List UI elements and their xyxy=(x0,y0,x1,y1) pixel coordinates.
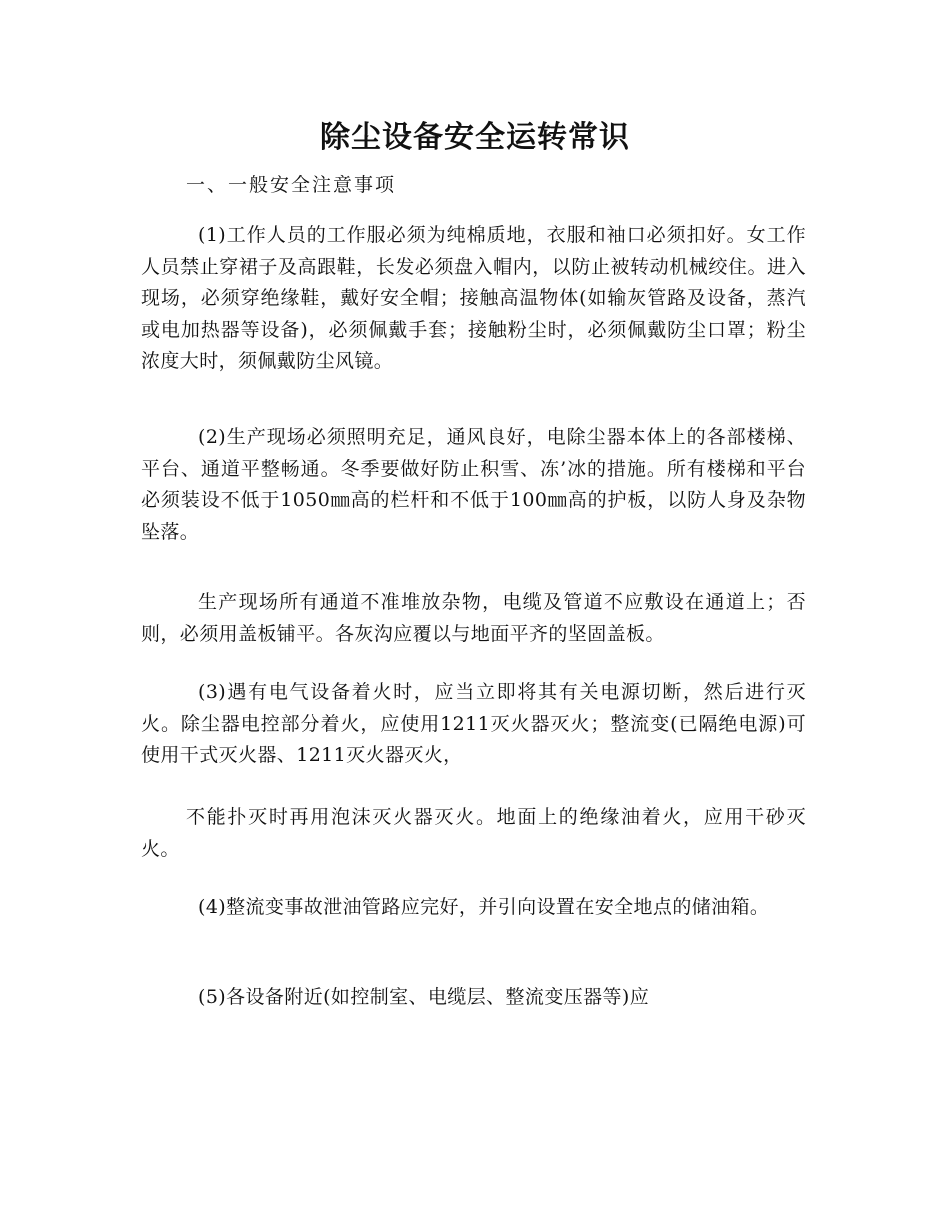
paragraph-1: (1)工作人员的工作服必须为纯棉质地，衣服和袖口必须扣好。女工作人员禁止穿裙子及高跟鞋，长发必须盘入帽内，以防止被转动机械绞住。进入现场，必须穿绝缘鞋，戴好安全帽；接触高温物体(如输灰管路及设备，蒸汽或电加热器等设备)，必须佩戴手套；接触粉尘时，必须佩戴防尘口罩；粉尘浓度大时，须佩戴防尘风镜。 xyxy=(141,224,806,372)
section-heading: 一、一般安全注意事项 xyxy=(186,174,397,196)
paragraph-6: (4)整流变事故泄油管路应完好，并引向设置在安全地点的储油箱。 xyxy=(198,896,770,918)
paragraph-5: 不能扑灭时再用泡沫灭火器灭火。地面上的绝缘油着火，应用干砂灭火。 xyxy=(141,806,806,860)
document-title: 除尘设备安全运转常识 xyxy=(320,120,630,155)
paragraph-4: (3)遇有电气设备着火时，应当立即将其有关电源切断，然后进行灭火。除尘器电控部分着火，应使用1211灭火器灭火；整流变(已隔绝电源)可使用干式灭火器、1211灭火器灭火， xyxy=(141,681,806,766)
paragraph-2: (2)生产现场必须照明充足，通风良好，电除尘器本体上的各部楼梯、平台、通道平整畅通。冬季要做好防止积雪、冻’冰的措施。所有楼梯和平台必须装设不低于1050㎜高的栏杆和不低于100㎜高的护板，以防人身及杂物坠落。 xyxy=(141,426,806,543)
paragraph-3: 生产现场所有通道不准堆放杂物，电缆及管道不应敷设在通道上；否则，必须用盖板铺平。各灰沟应覆以与地面平齐的坚固盖板。 xyxy=(141,591,806,645)
paragraph-7: (5)各设备附近(如控制室、电缆层、整流变压器等)应 xyxy=(198,986,650,1008)
